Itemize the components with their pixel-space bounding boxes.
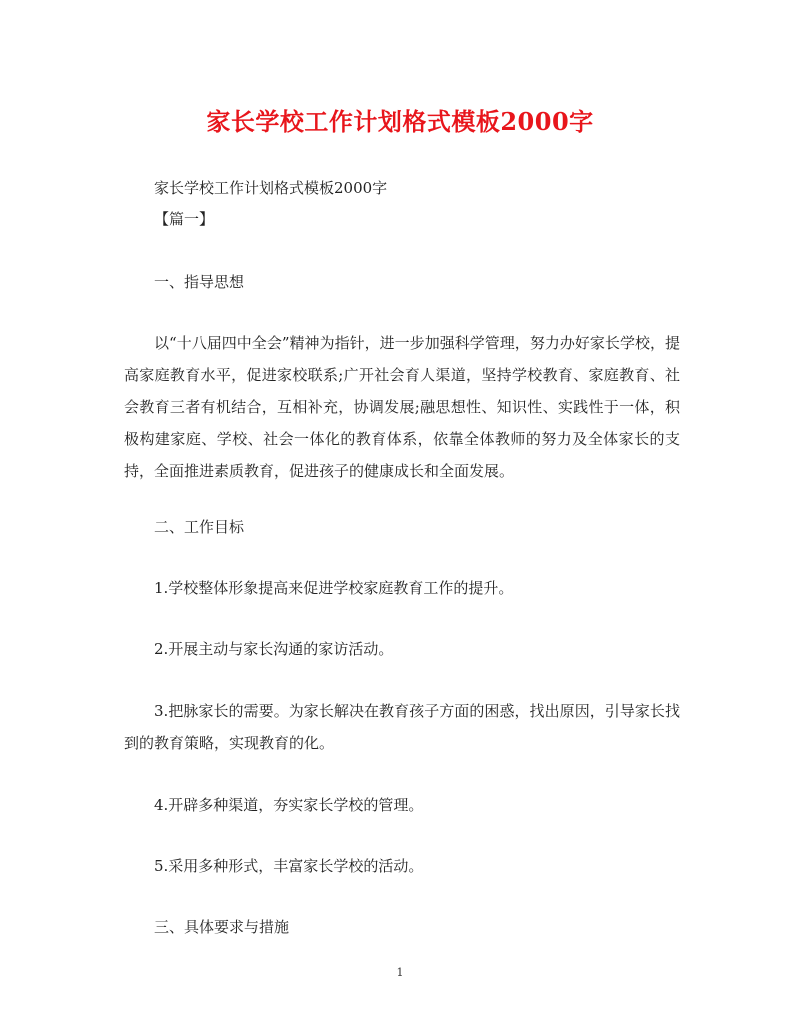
paragraph-guiding-thought: 以“十八届四中全会”精神为指针，进一步加强科学管理，努力办好家长学校，提高家庭教育水平，促进家校联系;广开社会育人渠道，坚持学校教育、家庭教育、社会教育三者有机结合，互相补充，协调发展;融思想性、知识性、实践性于一体，积极构建家庭、学校、社会一体化的教育体系，依靠全体教师的努力及全体家长的支持，全面推进素质教育，促进孩子的健康成长和全面发展。: [124, 334, 680, 480]
section-heading-guiding-thought: 一、指导思想: [154, 273, 245, 291]
document-title: 家长学校工作计划格式模板2000字: [206, 107, 594, 136]
part-label: 【篇一】: [154, 210, 215, 228]
goal-item-4: 4.开辟多种渠道，夯实家长学校的管理。: [154, 796, 424, 814]
goal-item-1: 1.学校整体形象提高来促进学校家庭教育工作的提升。: [154, 579, 514, 597]
document-subtitle: 家长学校工作计划格式模板2000字: [154, 179, 388, 197]
goal-item-5: 5.采用多种形式，丰富家长学校的活动。: [154, 857, 424, 875]
section-heading-requirements: 三、具体要求与措施: [154, 918, 290, 936]
goal-item-3: 3.把脉家长的需要。为家长解决在教育孩子方面的困惑，找出原因，引导家长找到的教育策略，实现教育的化。: [124, 702, 680, 752]
goal-item-2: 2.开展主动与家长沟通的家访活动。: [154, 640, 394, 658]
page-number: 1: [396, 966, 404, 979]
section-heading-work-goals: 二、工作目标: [154, 518, 245, 536]
